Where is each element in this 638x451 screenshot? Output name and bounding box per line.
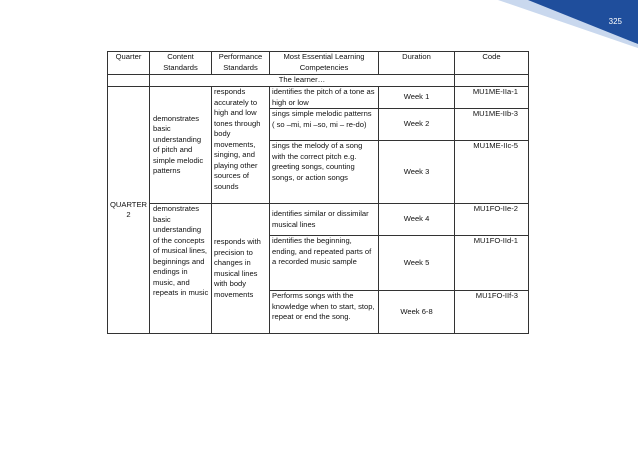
learner-label: The learner… [150,75,455,87]
header-duration: Duration [379,52,455,75]
header-performance-standards: Performance Standards [212,52,270,75]
performance-standard-2: responds with precision to changes in musical lines with body movements [212,204,270,334]
learner-row-blank-code [455,75,529,87]
competency-cell: Performs songs with the knowledge when to start, stop, repeat or end the song. [270,291,379,334]
competency-cell: identifies the beginning, ending, and repeated parts of a recorded music sample [270,236,379,291]
curriculum-table [107,51,529,334]
table-row [108,87,529,109]
duration-cell: Week 5 [379,236,455,291]
competency-cell: sings simple melodic patterns ( so –mi, mi –so, mi – re-do) [270,109,379,141]
duration-cell: Week 4 [379,204,455,236]
duration-cell: Week 2 [379,109,455,141]
header-competencies: Most Essential Learning Competencies [270,52,379,75]
header-code: Code [455,52,529,75]
quarter-cell: QUARTER 2 [108,87,150,334]
table-header-row [108,52,529,75]
learner-row [108,75,529,87]
code-cell: MU1FO-IId-1 [455,236,529,291]
competency-cell: identifies similar or dissimilar musical lines [270,204,379,236]
code-cell: MU1FO-IIf-3 [455,291,529,334]
header-content-standards: Content Standards [150,52,212,75]
code-cell: MU1ME-IIc-5 [455,141,529,204]
code-cell: MU1ME-IIb-3 [455,109,529,141]
content-standard-2: demonstrates basic understanding of the concepts of musical lines, beginnings and endings in music, and repeats in music [150,204,212,334]
learner-row-blank [108,75,150,87]
page-number: 325 [608,17,622,26]
code-cell: MU1FO-IIe-2 [455,204,529,236]
duration-cell: Week 3 [379,141,455,204]
content-standard-1: demonstrates basic understanding of pitch and simple melodic patterns [150,87,212,204]
competency-cell: identifies the pitch of a tone as high or low [270,87,379,109]
table-row [108,204,529,236]
performance-standard-1: responds accurately to high and low tones through body movements, singing, and playing other sources of sounds [212,87,270,204]
competency-cell: sings the melody of a song with the correct pitch e.g. greeting songs, counting songs, or action songs [270,141,379,204]
duration-cell: Week 1 [379,87,455,109]
duration-cell: Week 6-8 [379,291,455,334]
header-quarter: Quarter [108,52,150,75]
code-cell: MU1ME-IIa-1 [455,87,529,109]
